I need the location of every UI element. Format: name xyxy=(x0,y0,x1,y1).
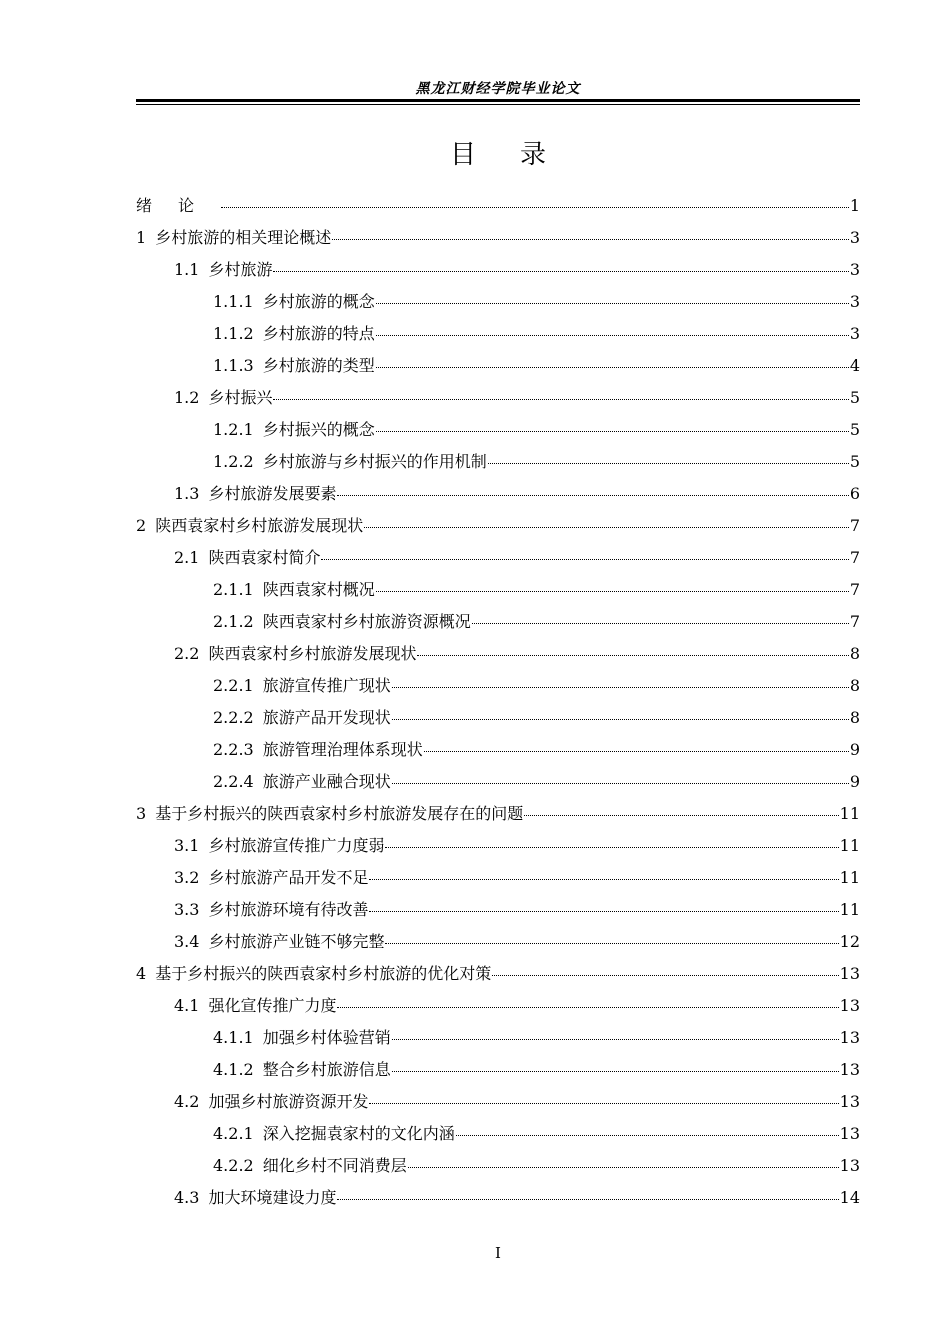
toc-entry[interactable] xyxy=(136,862,860,894)
toc-entry[interactable] xyxy=(136,318,860,350)
dot-leader xyxy=(369,1102,838,1104)
toc-entry-page: 11 xyxy=(839,900,860,919)
toc-entry-label: 整合乡村旅游信息 xyxy=(262,1060,391,1079)
toc-entry[interactable] xyxy=(136,1086,860,1118)
toc-entry[interactable] xyxy=(136,734,860,766)
dot-leader xyxy=(417,654,848,656)
toc-entry[interactable] xyxy=(136,382,860,414)
toc-entry-number: 1.2.2 xyxy=(213,452,254,471)
toc-title: 目录 xyxy=(449,140,590,170)
toc-entry-label: 乡村旅游 xyxy=(208,260,273,279)
toc-entry-number: 2.2.1 xyxy=(213,676,254,695)
toc-entry[interactable] xyxy=(136,542,860,574)
toc-entry[interactable] xyxy=(136,414,860,446)
toc-entry-page: 7 xyxy=(849,548,860,567)
toc-entry-page: 14 xyxy=(839,1188,860,1207)
toc-entry[interactable] xyxy=(136,222,860,254)
toc-entry-label: 基于乡村振兴的陕西袁家村乡村旅游发展存在的问题 xyxy=(155,804,524,823)
toc-entry-page: 13 xyxy=(839,1028,860,1047)
toc-entry-page: 13 xyxy=(839,996,860,1015)
toc-entry-label: 陕西袁家村概况 xyxy=(262,580,375,599)
toc-entry-number: 1.1.2 xyxy=(213,324,254,343)
toc-entry-page: 8 xyxy=(849,676,860,695)
toc-entry-number: 2.1.2 xyxy=(213,612,254,631)
toc-entry[interactable] xyxy=(136,286,860,318)
toc-entry[interactable] xyxy=(136,670,860,702)
toc-entry-number: 4.2 xyxy=(174,1092,200,1111)
toc-entry-page: 6 xyxy=(849,484,860,503)
toc-entry-page: 13 xyxy=(839,1124,860,1143)
toc-entry[interactable] xyxy=(136,990,860,1022)
dot-leader xyxy=(408,1166,839,1168)
toc-entry-number: 4.2.2 xyxy=(213,1156,254,1175)
toc-entry-label: 乡村旅游的类型 xyxy=(262,356,375,375)
toc-entry-label: 陕西袁家村乡村旅游资源概况 xyxy=(262,612,471,631)
dot-leader xyxy=(385,846,838,848)
toc-entry-page: 1 xyxy=(849,196,860,215)
toc-entry-label: 乡村旅游宣传推广力度弱 xyxy=(208,836,385,855)
toc-entry-number: 3.4 xyxy=(174,932,200,951)
dot-leader xyxy=(337,1198,838,1200)
toc-entry-page: 13 xyxy=(839,1156,860,1175)
toc-entry[interactable] xyxy=(136,446,860,478)
toc-entry-page: 5 xyxy=(849,420,860,439)
dot-leader xyxy=(364,526,849,528)
toc-entry-page: 13 xyxy=(839,964,860,983)
toc-entry-label: 乡村旅游与乡村振兴的作用机制 xyxy=(262,452,487,471)
toc-entry-number: 4.1.2 xyxy=(213,1060,254,1079)
toc-entry-label: 乡村旅游的相关理论概述 xyxy=(155,228,332,247)
toc-entry-label: 乡村旅游环境有待改善 xyxy=(208,900,369,919)
toc-entry-page: 3 xyxy=(849,292,860,311)
toc-entry-label: 深入挖掘袁家村的文化内涵 xyxy=(262,1124,455,1143)
toc-entry-label: 乡村旅游发展要素 xyxy=(208,484,337,503)
toc-entry-number: 1.1.1 xyxy=(213,292,254,311)
dot-leader xyxy=(392,782,849,784)
toc-entry[interactable] xyxy=(136,958,860,990)
toc-entry-label: 加强乡村旅游资源开发 xyxy=(208,1092,369,1111)
toc-entry-label: 加大环境建设力度 xyxy=(208,1188,337,1207)
page-header: 黑龙江财经学院毕业论文 xyxy=(415,81,581,97)
dot-leader xyxy=(369,878,838,880)
dot-leader xyxy=(221,206,849,208)
toc-entry-label: 乡村旅游的特点 xyxy=(262,324,375,343)
page-number: I xyxy=(495,1244,501,1262)
dot-leader xyxy=(392,1070,839,1072)
toc-entry-number: 2.2.2 xyxy=(213,708,254,727)
toc-entry-page: 11 xyxy=(839,836,860,855)
toc-entry-number: 2.1.1 xyxy=(213,580,254,599)
toc-entry-label: 旅游管理治理体系现状 xyxy=(262,740,423,759)
toc-entry-number: 3.2 xyxy=(174,868,200,887)
toc-entry-number: 4.3 xyxy=(174,1188,200,1207)
toc-entry-label: 旅游宣传推广现状 xyxy=(262,676,391,695)
toc-entry-number: 2.2.3 xyxy=(213,740,254,759)
toc-entry-page: 8 xyxy=(849,708,860,727)
toc-entry-label: 加强乡村体验营销 xyxy=(262,1028,391,1047)
toc-entry-label: 乡村振兴的概念 xyxy=(262,420,375,439)
toc-entry[interactable] xyxy=(136,926,860,958)
toc-entry-label: 陕西袁家村简介 xyxy=(208,548,321,567)
dot-leader xyxy=(337,1006,838,1008)
toc-entry-page: 12 xyxy=(839,932,860,951)
toc-entry-label: 乡村振兴 xyxy=(208,388,273,407)
toc-entry-number: 2.2 xyxy=(174,644,200,663)
toc-entry-label: 绪论 xyxy=(136,196,221,215)
dot-leader xyxy=(376,430,849,432)
toc-entry-number: 4.1 xyxy=(174,996,200,1015)
header-rule-thin xyxy=(136,104,860,105)
toc-entry-page: 7 xyxy=(849,612,860,631)
dot-leader xyxy=(337,494,848,496)
dot-leader xyxy=(376,302,849,304)
toc-entry-label: 陕西袁家村乡村旅游发展现状 xyxy=(155,516,364,535)
toc-entry-label: 陕西袁家村乡村旅游发展现状 xyxy=(208,644,417,663)
toc-entry-page: 9 xyxy=(849,772,860,791)
toc-entry[interactable] xyxy=(136,798,860,830)
toc-entry[interactable] xyxy=(136,606,860,638)
toc-entry-page: 7 xyxy=(849,516,860,535)
toc-entry-number: 3.1 xyxy=(174,836,200,855)
dot-leader xyxy=(369,910,838,912)
toc-entry[interactable] xyxy=(136,702,860,734)
toc-entry-page: 3 xyxy=(849,228,860,247)
toc-entry-number: 1 xyxy=(136,228,147,247)
toc-entry[interactable] xyxy=(136,574,860,606)
toc-entry-label: 乡村旅游的概念 xyxy=(262,292,375,311)
toc-entry[interactable] xyxy=(136,894,860,926)
dot-leader xyxy=(524,814,838,816)
toc-entry-number: 4.2.1 xyxy=(213,1124,254,1143)
toc-entry-page: 5 xyxy=(849,388,860,407)
toc-entry-number: 4 xyxy=(136,964,147,983)
table-of-contents xyxy=(136,190,860,1214)
dot-leader xyxy=(488,462,849,464)
toc-entry-number: 4.1.1 xyxy=(213,1028,254,1047)
dot-leader xyxy=(456,1134,839,1136)
toc-entry[interactable] xyxy=(136,1182,860,1214)
toc-entry-page: 11 xyxy=(839,804,860,823)
toc-entry-label: 细化乡村不同消费层 xyxy=(262,1156,407,1175)
toc-entry-page: 8 xyxy=(849,644,860,663)
toc-entry-page: 7 xyxy=(849,580,860,599)
toc-entry-number: 1.3 xyxy=(174,484,200,503)
toc-entry-number: 1.1.3 xyxy=(213,356,254,375)
dot-leader xyxy=(492,974,838,976)
dot-leader xyxy=(273,270,848,272)
toc-entry-page: 3 xyxy=(849,260,860,279)
toc-entry[interactable] xyxy=(136,1150,860,1182)
toc-entry-number: 2.1 xyxy=(174,548,200,567)
dot-leader xyxy=(332,238,849,240)
toc-entry-label: 基于乡村振兴的陕西袁家村乡村旅游的优化对策 xyxy=(155,964,492,983)
toc-entry-label: 乡村旅游产品开发不足 xyxy=(208,868,369,887)
toc-entry[interactable] xyxy=(136,254,860,286)
dot-leader xyxy=(376,334,849,336)
dot-leader xyxy=(321,558,848,560)
toc-entry-number: 1.2 xyxy=(174,388,200,407)
toc-entry-number: 3.3 xyxy=(174,900,200,919)
toc-entry[interactable] xyxy=(136,1118,860,1150)
toc-entry-number: 3 xyxy=(136,804,147,823)
toc-entry[interactable] xyxy=(136,478,860,510)
dot-leader xyxy=(392,718,849,720)
toc-entry-page: 13 xyxy=(839,1092,860,1111)
toc-entry[interactable] xyxy=(136,638,860,670)
toc-entry-page: 11 xyxy=(839,868,860,887)
toc-entry-page: 3 xyxy=(849,324,860,343)
toc-entry[interactable] xyxy=(136,766,860,798)
dot-leader xyxy=(385,942,838,944)
dot-leader xyxy=(376,366,849,368)
toc-entry-page: 13 xyxy=(839,1060,860,1079)
dot-leader xyxy=(273,398,848,400)
dot-leader xyxy=(392,686,849,688)
toc-entry-label: 强化宣传推广力度 xyxy=(208,996,337,1015)
toc-entry[interactable] xyxy=(136,830,860,862)
dot-leader xyxy=(376,590,849,592)
toc-entry-number: 2 xyxy=(136,516,147,535)
toc-entry[interactable] xyxy=(136,190,860,222)
toc-entry-page: 9 xyxy=(849,740,860,759)
toc-entry-page: 4 xyxy=(849,356,860,375)
dot-leader xyxy=(472,622,849,624)
toc-entry-page: 5 xyxy=(849,452,860,471)
toc-entry[interactable] xyxy=(136,510,860,542)
dot-leader xyxy=(392,1038,839,1040)
toc-entry-label: 乡村旅游产业链不够完整 xyxy=(208,932,385,951)
toc-entry-number: 1.2.1 xyxy=(213,420,254,439)
toc-entry[interactable] xyxy=(136,1022,860,1054)
toc-entry[interactable] xyxy=(136,1054,860,1086)
toc-entry[interactable] xyxy=(136,350,860,382)
toc-entry-label: 旅游产品开发现状 xyxy=(262,708,391,727)
toc-entry-number: 2.2.4 xyxy=(213,772,254,791)
toc-entry-number: 1.1 xyxy=(174,260,200,279)
dot-leader xyxy=(424,750,849,752)
toc-entry-label: 旅游产业融合现状 xyxy=(262,772,391,791)
header-rule-thick xyxy=(136,99,860,102)
